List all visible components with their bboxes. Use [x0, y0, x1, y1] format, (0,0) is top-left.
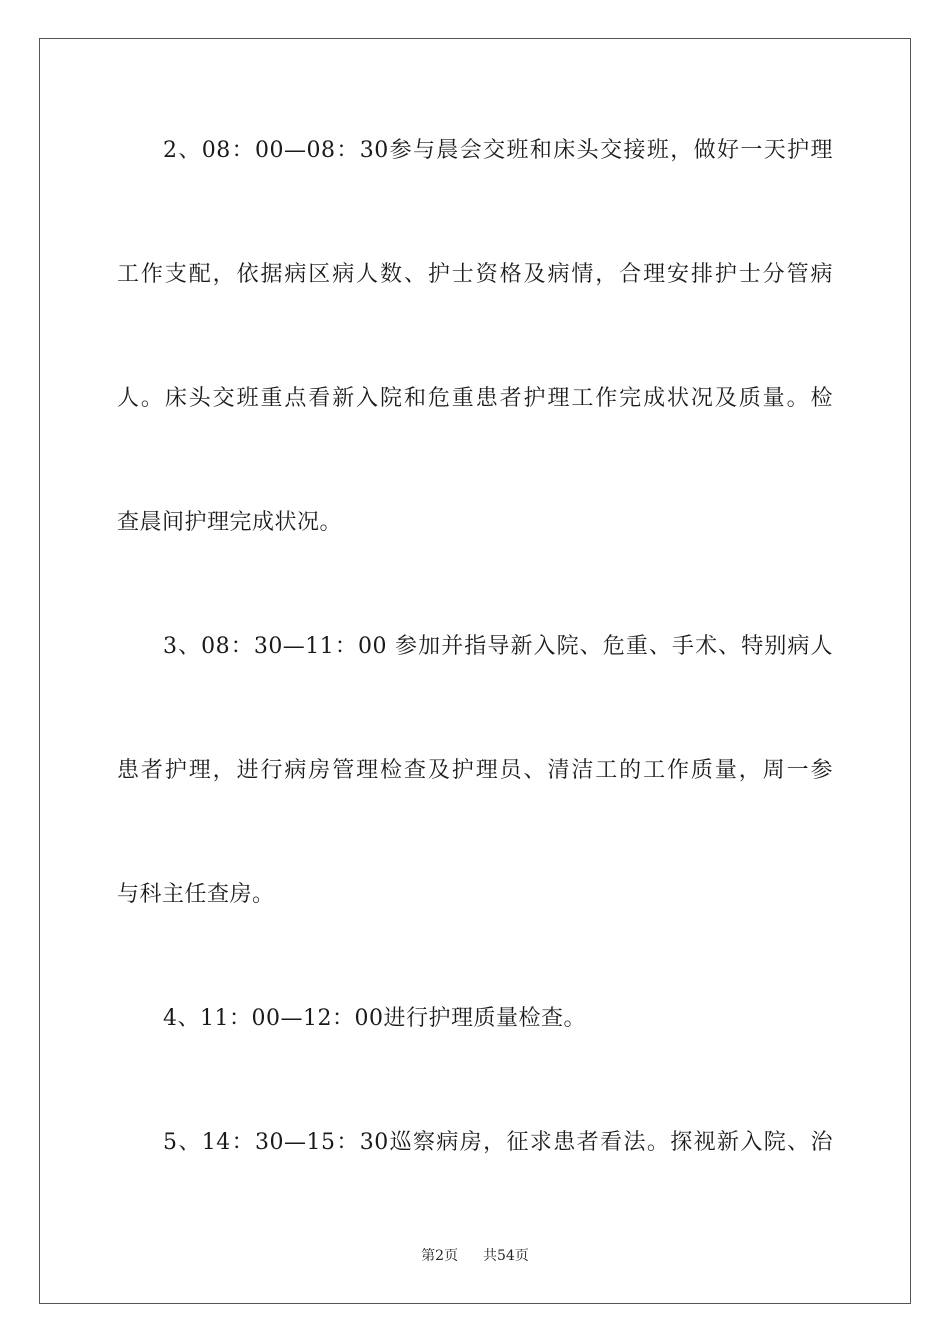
paragraph-2-line-2: 工作支配，依据病区病人数、护士资格及病情，合理安排护士分管病: [117, 262, 833, 287]
paragraph-3-line-3: 与科主任查房。: [117, 882, 275, 907]
paragraph-2-line-1: 2、08：00—08：30参与晨会交班和床头交接班，做好一天护理: [163, 138, 833, 163]
page-number: 第2页: [421, 1248, 459, 1264]
paragraph-2-line-4: 查晨间护理完成状况。: [117, 510, 343, 535]
paragraph-2-line-3: 人。床头交班重点看新入院和危重患者护理工作完成状况及质量。检: [117, 386, 833, 411]
paragraph-3-line-2: 患者护理，进行病房管理检查及护理员、清洁工的工作质量，周一参: [117, 758, 833, 783]
paragraph-5-line-1: 5、14：30—15：30巡察病房，征求患者看法。探视新入院、治: [163, 1130, 833, 1155]
paragraph-4-line-1: 4、11：00—12：00进行护理质量检查。: [163, 1006, 586, 1031]
page-footer: [0, 1246, 950, 1266]
paragraph-3-line-1: 3、08：30—11：00 参加并指导新入院、危重、手术、特别病人: [163, 634, 833, 659]
page-border: [39, 38, 911, 1304]
page-total: 共54页: [483, 1248, 529, 1264]
